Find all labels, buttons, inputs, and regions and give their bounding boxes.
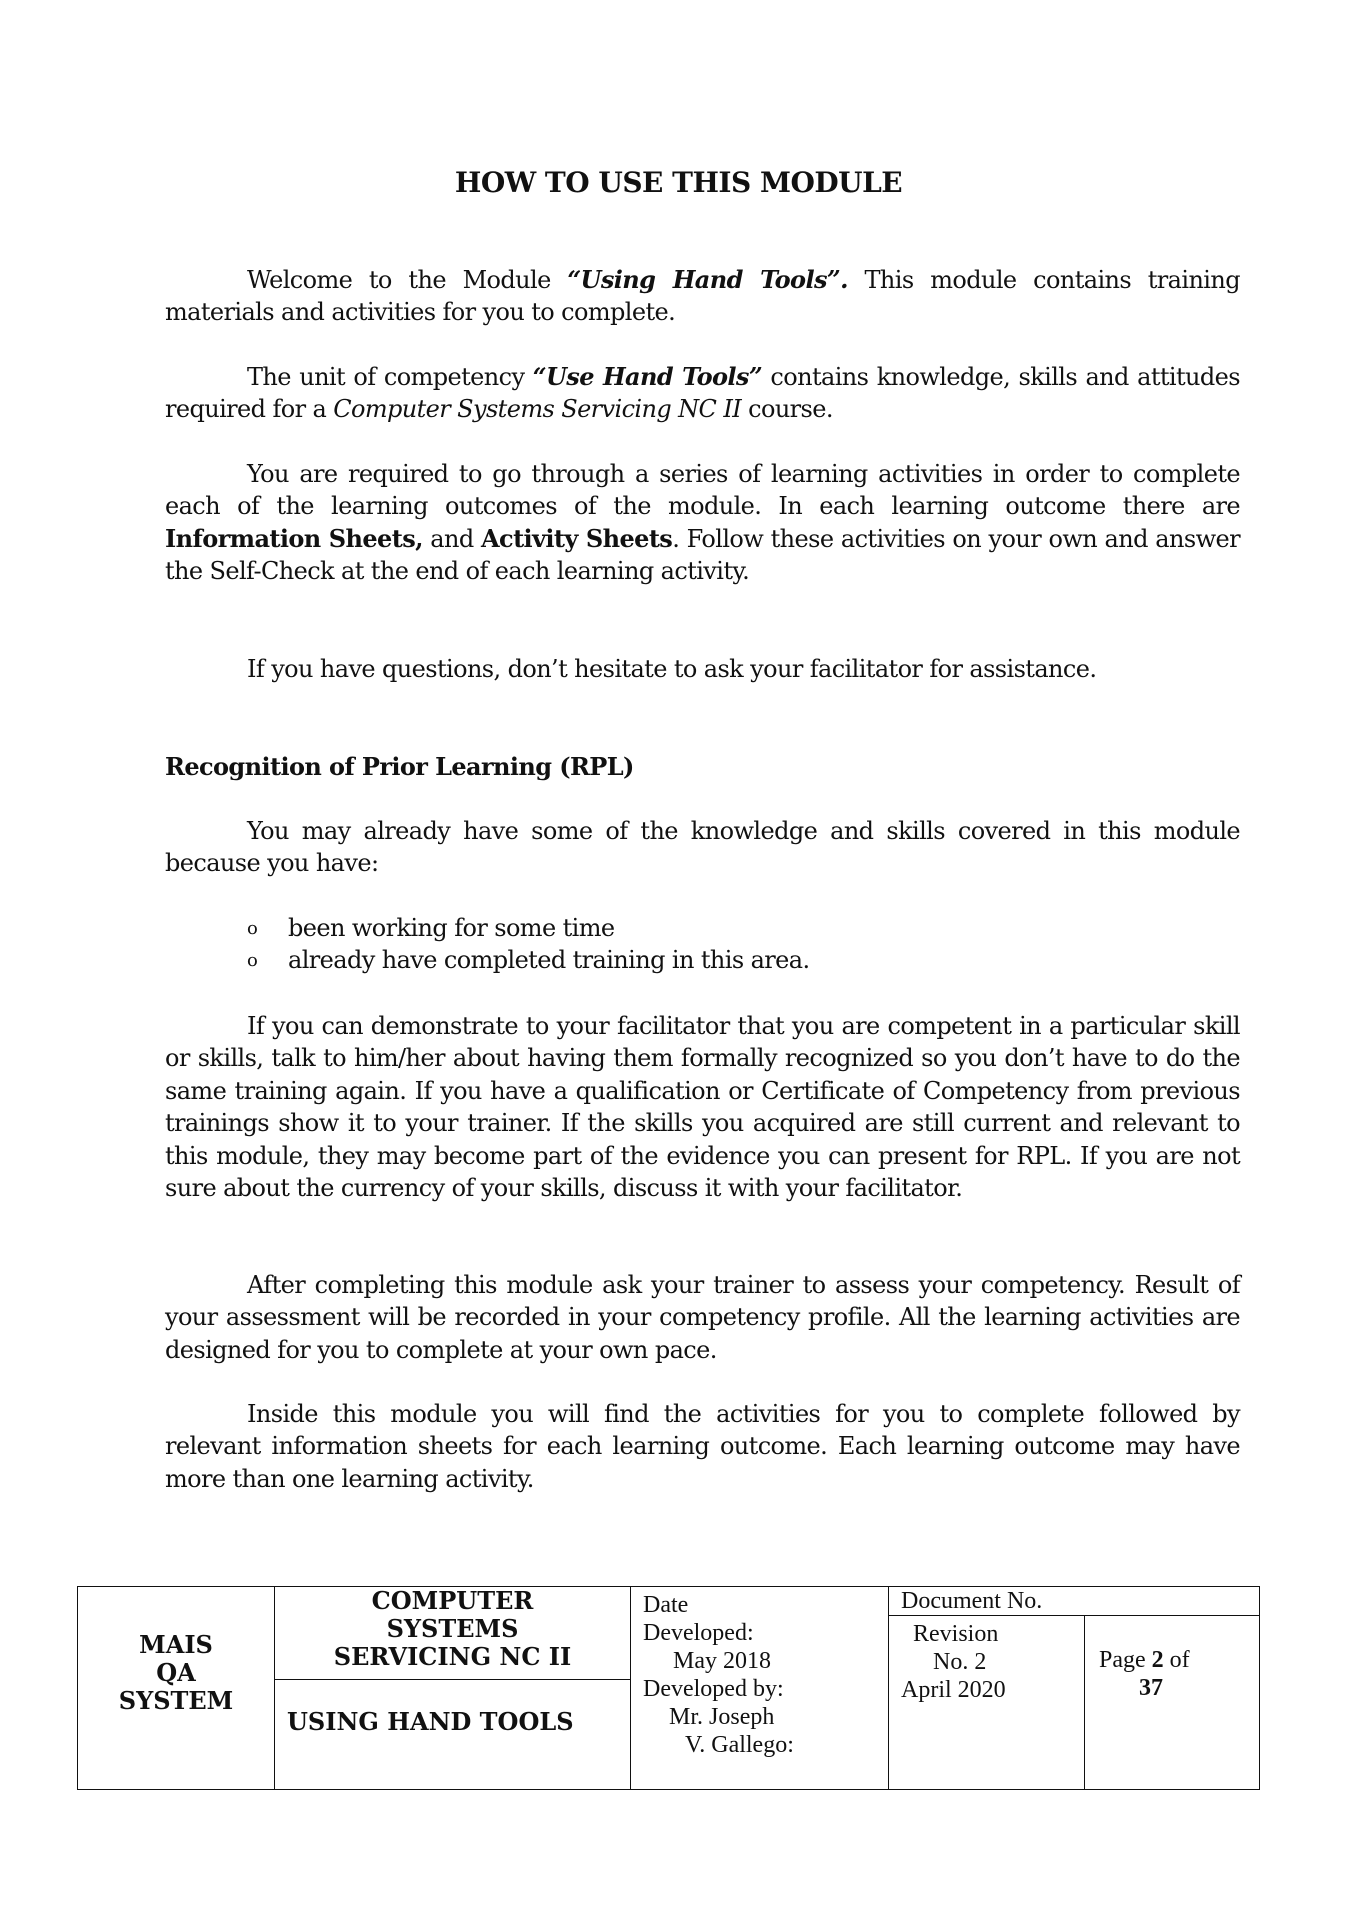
- course-line: SERVICING NC II: [333, 1642, 572, 1671]
- text: Inside this module you will find the activities for you to complete followed by relevant information sheets for each learning outcome. Each learning outcome may have more than one learning activity.: [165, 1400, 1240, 1493]
- org-cell: [78, 1587, 275, 1790]
- revision-cell: [889, 1616, 1085, 1790]
- intro-paragraph-competency: [165, 361, 1240, 426]
- text: You are required to go through a series of learning activities in order to complete each of the learning outcomes of the module. In each learning outcome there are: [165, 460, 1240, 521]
- revision-label: Revision: [913, 1621, 999, 1647]
- intro-paragraph-questions: [165, 653, 1240, 685]
- intro-paragraph-welcome: [165, 264, 1240, 329]
- course-name-italic: Computer Systems Servicing NC II: [333, 395, 742, 424]
- course-line: COMPUTER: [371, 1586, 534, 1615]
- intro-paragraph-activities: [165, 458, 1240, 588]
- page-label: Page: [1099, 1647, 1152, 1673]
- text: If you have questions, don’t hesitate to ask your facilitator for assistance.: [247, 655, 1097, 683]
- page-total: 37: [1139, 1675, 1163, 1701]
- page-current: 2: [1151, 1647, 1164, 1673]
- revision-number: No. 2: [933, 1649, 987, 1675]
- date-label: Date: [643, 1592, 689, 1618]
- text: The unit of competency: [247, 363, 533, 391]
- revision-date: April 2020: [901, 1677, 1006, 1703]
- text: This module contains training materials and activities for you to complete.: [165, 266, 1240, 327]
- text: After completing this module ask your trainer to assess your competency. Result of your assessment will be recorded in your competency profile. All the learning activities are designed for you to complete at your own pace.: [165, 1271, 1240, 1364]
- list-item: [247, 944, 810, 976]
- text: You may already have some of the knowledge and skills covered in this module because you have:: [165, 817, 1240, 878]
- bullet-circle-icon: o: [247, 950, 258, 972]
- document-footer-table: [77, 1586, 1260, 1790]
- list-item: [247, 912, 810, 944]
- information-sheets-bold: Information Sheets,: [165, 523, 423, 553]
- text: course.: [741, 395, 833, 424]
- page-number-cell: [1085, 1616, 1260, 1790]
- rpl-bullet-list: [247, 912, 810, 977]
- bullet-circle-icon: o: [247, 918, 258, 939]
- org-line: QA: [156, 1658, 196, 1687]
- text: contains knowledge, skills and attitudes required for a: [165, 363, 1240, 424]
- rpl-paragraph-intro: [165, 815, 1240, 880]
- developed-by-label: Developed by:: [643, 1676, 784, 1702]
- course-cell: [275, 1587, 631, 1680]
- developer-name: Mr. Joseph: [669, 1704, 775, 1730]
- page-title: HOW TO USE THIS MODULE: [454, 166, 903, 199]
- rpl-paragraph-inside-module: [165, 1398, 1240, 1495]
- module-name-emphasis: “Using Hand Tools”.: [567, 265, 848, 294]
- org-line: MAIS: [139, 1630, 213, 1659]
- developer-name: V. Gallego:: [685, 1732, 794, 1758]
- date-label: Developed:: [643, 1620, 754, 1646]
- text: Welcome to the Module: [247, 266, 568, 294]
- rpl-paragraph-assessment: [165, 1269, 1240, 1366]
- text: . Follow these activities on your own and answer the Self-Check at the end of each learning activity.: [165, 524, 1240, 586]
- list-item-text: already have completed training in this area.: [288, 946, 810, 975]
- text: and: [422, 524, 482, 553]
- org-line: SYSTEM: [118, 1686, 234, 1715]
- rpl-heading: Recognition of Prior Learning (RPL): [165, 752, 634, 781]
- page-label: of: [1163, 1647, 1190, 1673]
- date-developed-value: May 2018: [673, 1648, 771, 1674]
- unit-name-emphasis: “Use Hand Tools”: [532, 362, 763, 391]
- course-line: SYSTEMS: [386, 1614, 519, 1643]
- text: If you can demonstrate to your facilitator that you are competent in a particular skill or skills, talk to him/her about having them formally recognized so you don’t have to do the same training again. If you have a qualification or Certificate of Competency from previous trainings show it to your trainer. If the skills you acquired are still current and relevant to this module, they may become part of the evidence you can present for RPL. If you are not sure about the currency of your skills, discuss it with your facilitator.: [165, 1012, 1240, 1203]
- activity-sheets-bold: Activity Sheets: [481, 523, 673, 553]
- development-info-cell: [631, 1587, 889, 1790]
- rpl-paragraph-demonstrate: [165, 1010, 1240, 1204]
- list-item-text: been working for some time: [288, 914, 615, 942]
- module-title-cell: USING HAND TOOLS: [275, 1680, 631, 1790]
- document-number-label: Document No.: [889, 1587, 1260, 1616]
